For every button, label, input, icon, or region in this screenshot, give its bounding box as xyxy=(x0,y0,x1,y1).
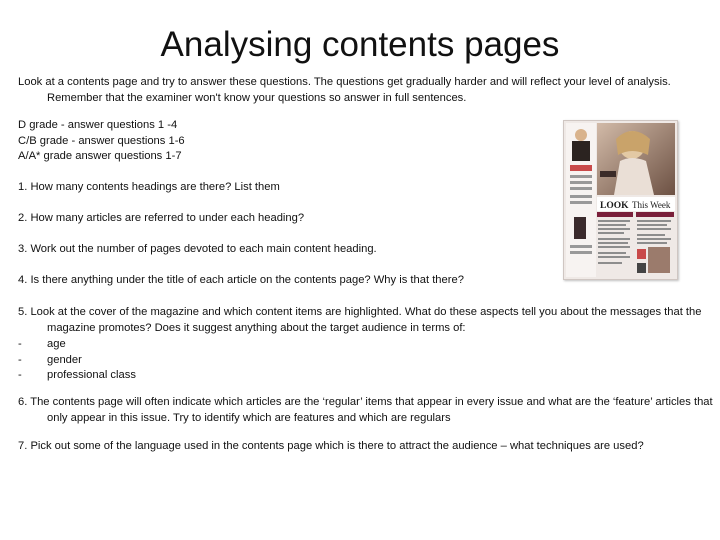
bullet-marker: - xyxy=(18,338,22,350)
bullet-item-gender xyxy=(18,353,136,369)
grade-list xyxy=(18,118,185,165)
magazine-illustration xyxy=(564,121,677,279)
question-5: 5. Look at the cover of the magazine and which content items are highlighted. What do these aspects tell you about the messages that the magazine promotes? Does it suggest anything about the target audience in terms of: xyxy=(18,306,702,334)
question-2: 2. How many articles are referred to under each heading? xyxy=(18,212,305,224)
grade-line-cb: C/B grade - answer questions 1-6 xyxy=(18,134,185,147)
magazine-contents-page-image xyxy=(563,120,678,280)
question-6: 6. The contents page will often indicate which articles are the ‘regular’ items that appear in every issue and what are the ‘feature’ articles that only appear in this issue. Try to identify which are features and which are regulars xyxy=(18,396,713,424)
question-1: 1. How many contents headings are there? List them xyxy=(18,181,280,193)
bullet-item-age xyxy=(18,337,136,353)
question-4: 4. Is there anything under the title of each article on the contents page? Why is that there? xyxy=(18,274,464,286)
intro-paragraph: Look at a contents page and try to answer these questions. The questions get gradually harder and will reflect your level of analysis. Remember that the examiner won't know your questions so answer in full sentences. xyxy=(18,76,671,104)
bullet-text: age xyxy=(47,338,66,350)
bullet-marker: - xyxy=(18,369,22,381)
svg-text:LOOK: LOOK xyxy=(600,201,629,211)
question-3: 3. Work out the number of pages devoted to each main content heading. xyxy=(18,243,377,255)
page-title: Analysing contents pages xyxy=(160,25,560,64)
question-7: 7. Pick out some of the language used in the contents page which is there to attract the audience – what techniques are used? xyxy=(18,440,644,452)
grade-line-d: D grade - answer questions 1 -4 xyxy=(18,119,178,131)
svg-text:This Week: This Week xyxy=(632,200,671,210)
bullet-item-professional-class xyxy=(18,368,136,384)
bullet-text: professional class xyxy=(47,369,136,381)
audience-bullet-list xyxy=(18,337,136,384)
grade-line-aa: A/A* grade answer questions 1-7 xyxy=(18,150,182,162)
bullet-marker: - xyxy=(18,353,22,366)
bullet-text: gender xyxy=(47,353,82,366)
